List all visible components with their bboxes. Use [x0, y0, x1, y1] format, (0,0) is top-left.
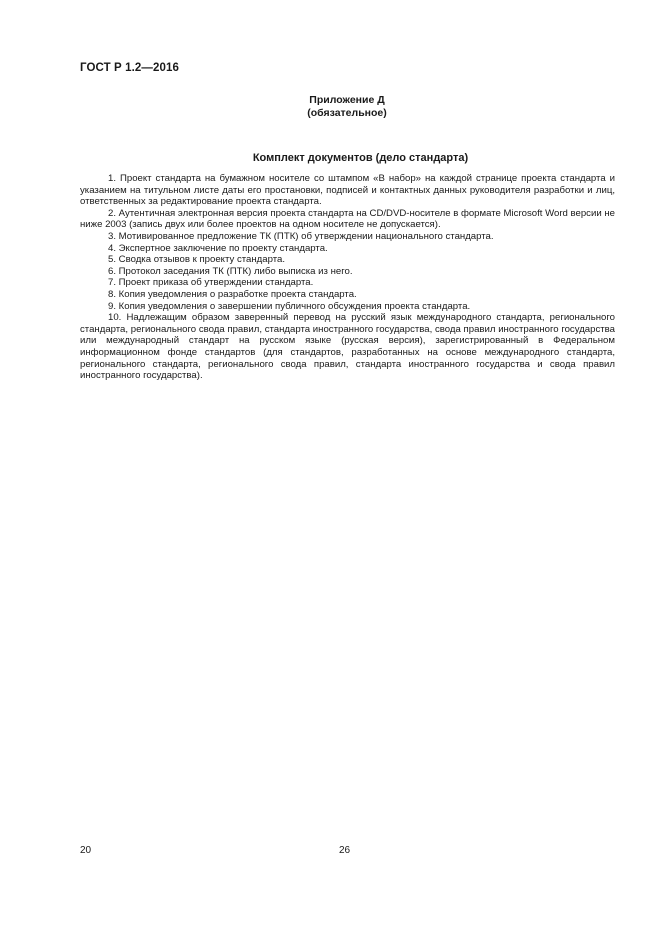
- list-item: 10. Надлежащим образом заверенный перевод на русский язык международного стандарта, регионального стандарта, регионального свода правил, стандарта иностранного государства, свода правил иностранного государства или международный стандарт на русском языке (русская версия), зарегистрированный в Федеральном информационном фонде стандартов (для стандартов, разработанных на основе международного стандарта, регионального стандарта, регионального свода правил, стандарта иностранного государства и свода правил иностранного государства).: [80, 312, 615, 382]
- page-number-center: 26: [339, 845, 351, 856]
- document-list: [80, 173, 615, 382]
- list-item: 6. Протокол заседания ТК (ПТК) либо выписка из него.: [108, 265, 353, 277]
- annex-status: (обязательное): [307, 107, 387, 119]
- list-item: 5. Сводка отзывов к проекту стандарта.: [108, 254, 286, 266]
- list-item: 9. Копия уведомления о завершении публичного обсуждения проекта стандарта.: [108, 300, 471, 312]
- document-code: ГОСТ Р 1.2—2016: [80, 62, 179, 74]
- list-item: 8. Копия уведомления о разработке проекта стандарта.: [108, 288, 357, 300]
- list-item: 2. Аутентичная электронная версия проекта стандарта на CD/DVD-носителе в формате Microsoft Word версии не ниже 2003 (запись двух или более проектов на одном носителе не допускается).: [80, 207, 615, 231]
- list-item: 7. Проект приказа об утверждении стандарта.: [108, 277, 314, 289]
- list-item: 4. Экспертное заключение по проекту стандарта.: [108, 242, 328, 254]
- list-item: 1. Проект стандарта на бумажном носителе со штампом «В набор» на каждой странице проекта стандарта и указанием на титульном листе даты его простановки, подписей и контактных данных руководителя разработки и лиц, ответственных за редактирование проекта стандарта.: [80, 173, 615, 208]
- annex-heading: [290, 94, 404, 120]
- list-item: 3. Мотивированное предложение ТК (ПТК) об утверждении национального стандарта.: [108, 230, 494, 242]
- annex-title: Приложение Д: [309, 94, 385, 106]
- section-title: Комплект документов (дело стандарта): [252, 152, 469, 164]
- page-number-left: 20: [80, 845, 92, 856]
